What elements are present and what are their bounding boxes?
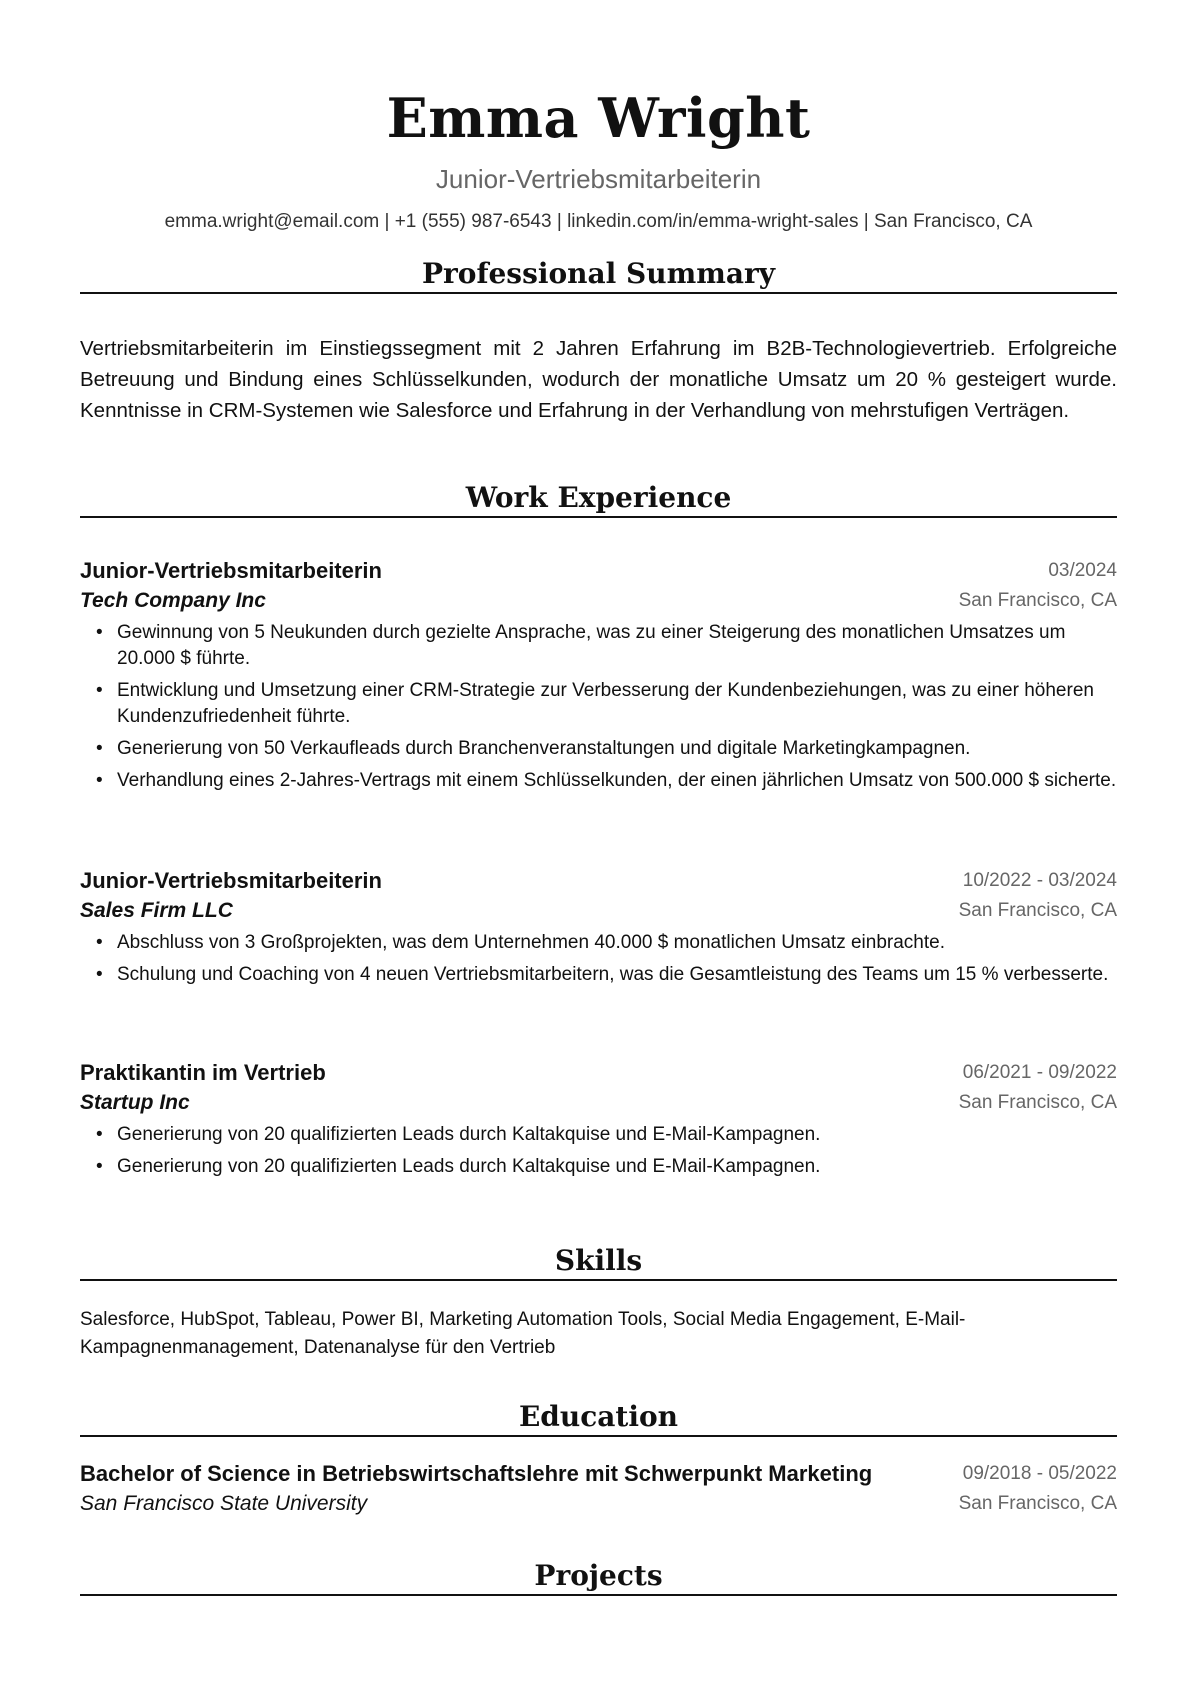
education-date: 09/2018 - 05/2022 bbox=[962, 1463, 1117, 1484]
projects-heading: Projects bbox=[80, 1558, 1117, 1596]
education-degree: Bachelor of Science in Betriebswirtschaftslehre mit Schwerpunkt Marketing bbox=[80, 1461, 873, 1486]
education-heading: Education bbox=[80, 1399, 1117, 1437]
candidate-title: Junior-Vertriebsmitarbeiterin bbox=[435, 164, 762, 194]
candidate-name: Emma Wright bbox=[386, 86, 811, 150]
job-location: San Francisco, CA bbox=[958, 590, 1117, 611]
job-bullet: • Generierung von 20 qualifizierten Leads durch Kaltakquise und E-Mail-Kampagnen. bbox=[117, 1154, 1117, 1180]
job-location: San Francisco, CA bbox=[958, 1092, 1117, 1113]
skills-heading: Skills bbox=[80, 1243, 1117, 1281]
summary-heading: Professional Summary bbox=[80, 256, 1117, 294]
education-school: San Francisco State University bbox=[80, 1492, 368, 1515]
job-company: Startup Inc bbox=[80, 1091, 190, 1114]
job-role: Junior-Vertriebsmitarbeiterin bbox=[80, 868, 382, 893]
job-bullet: • Generierung von 50 Verkaufleads durch Branchenveranstaltungen und digitale Marketingkampagnen. bbox=[117, 736, 1117, 762]
job-location: San Francisco, CA bbox=[958, 900, 1117, 921]
contact-line: emma.wright@email.com | +1 (555) 987-6543 | linkedin.com/in/emma-wright-sales | San Francisco, CA bbox=[164, 211, 1033, 232]
job-company: Sales Firm LLC bbox=[80, 899, 233, 922]
job-bullet: • Gewinnung von 5 Neukunden durch gezielte Ansprache, was zu einer Steigerung des monatlichen Umsatzes um 20.000 $ führte. bbox=[117, 620, 1117, 672]
job-date: 10/2022 - 03/2024 bbox=[962, 870, 1117, 891]
job-role: Junior-Vertriebsmitarbeiterin bbox=[80, 558, 382, 583]
job-bullet: • Generierung von 20 qualifizierten Leads durch Kaltakquise und E-Mail-Kampagnen. bbox=[117, 1122, 1117, 1148]
job-date: 03/2024 bbox=[1048, 560, 1117, 581]
resume-page bbox=[80, 0, 1117, 1683]
experience-heading: Work Experience bbox=[80, 480, 1117, 518]
job-company: Tech Company Inc bbox=[80, 589, 266, 612]
job-bullets bbox=[80, 930, 1117, 988]
job-entry-2 bbox=[80, 866, 1117, 994]
job-bullet: • Abschluss von 3 Großprojekten, was dem Unternehmen 40.000 $ monatlichen Umsatz einbrachte. bbox=[117, 930, 1117, 956]
job-entry-1 bbox=[80, 556, 1117, 800]
job-bullet: • Schulung und Coaching von 4 neuen Vertriebsmitarbeitern, was die Gesamtleistung des Teams um 15 % verbesserte. bbox=[117, 962, 1117, 988]
job-bullets bbox=[80, 620, 1117, 794]
summary-text: Vertriebsmitarbeiterin im Einstiegssegment mit 2 Jahren Erfahrung im B2B-Technologievertrieb. Erfolgreiche Betreuung und Bindung eines Schlüsselkunden, wodurch der monatliche Umsatz um 20 % gesteigert wurde. Kenntnisse in CRM-Systemen wie Salesforce und Erfahrung in der Verhandlung von mehrstufigen Verträgen. bbox=[80, 337, 1117, 422]
skills-text: Salesforce, HubSpot, Tableau, Power BI, Marketing Automation Tools, Social Media Engagement, E-Mail-Kampagnenmanagement, Datenanalyse für den Vertrieb bbox=[80, 1309, 966, 1358]
job-bullet: • Verhandlung eines 2-Jahres-Vertrags mit einem Schlüsselkunden, der einen jährlichen Umsatz von 500.000 $ sicherte. bbox=[117, 768, 1117, 794]
job-date: 06/2021 - 09/2022 bbox=[962, 1062, 1117, 1083]
job-bullet: • Entwicklung und Umsetzung einer CRM-Strategie zur Verbesserung der Kundenbeziehungen, was zu einer höheren Kundenzufriedenheit führte. bbox=[117, 678, 1117, 730]
job-role: Praktikantin im Vertrieb bbox=[80, 1060, 326, 1085]
education-entry bbox=[80, 1459, 1117, 1523]
job-bullets bbox=[80, 1122, 1117, 1180]
education-location: San Francisco, CA bbox=[958, 1493, 1117, 1514]
job-entry-3 bbox=[80, 1058, 1117, 1186]
